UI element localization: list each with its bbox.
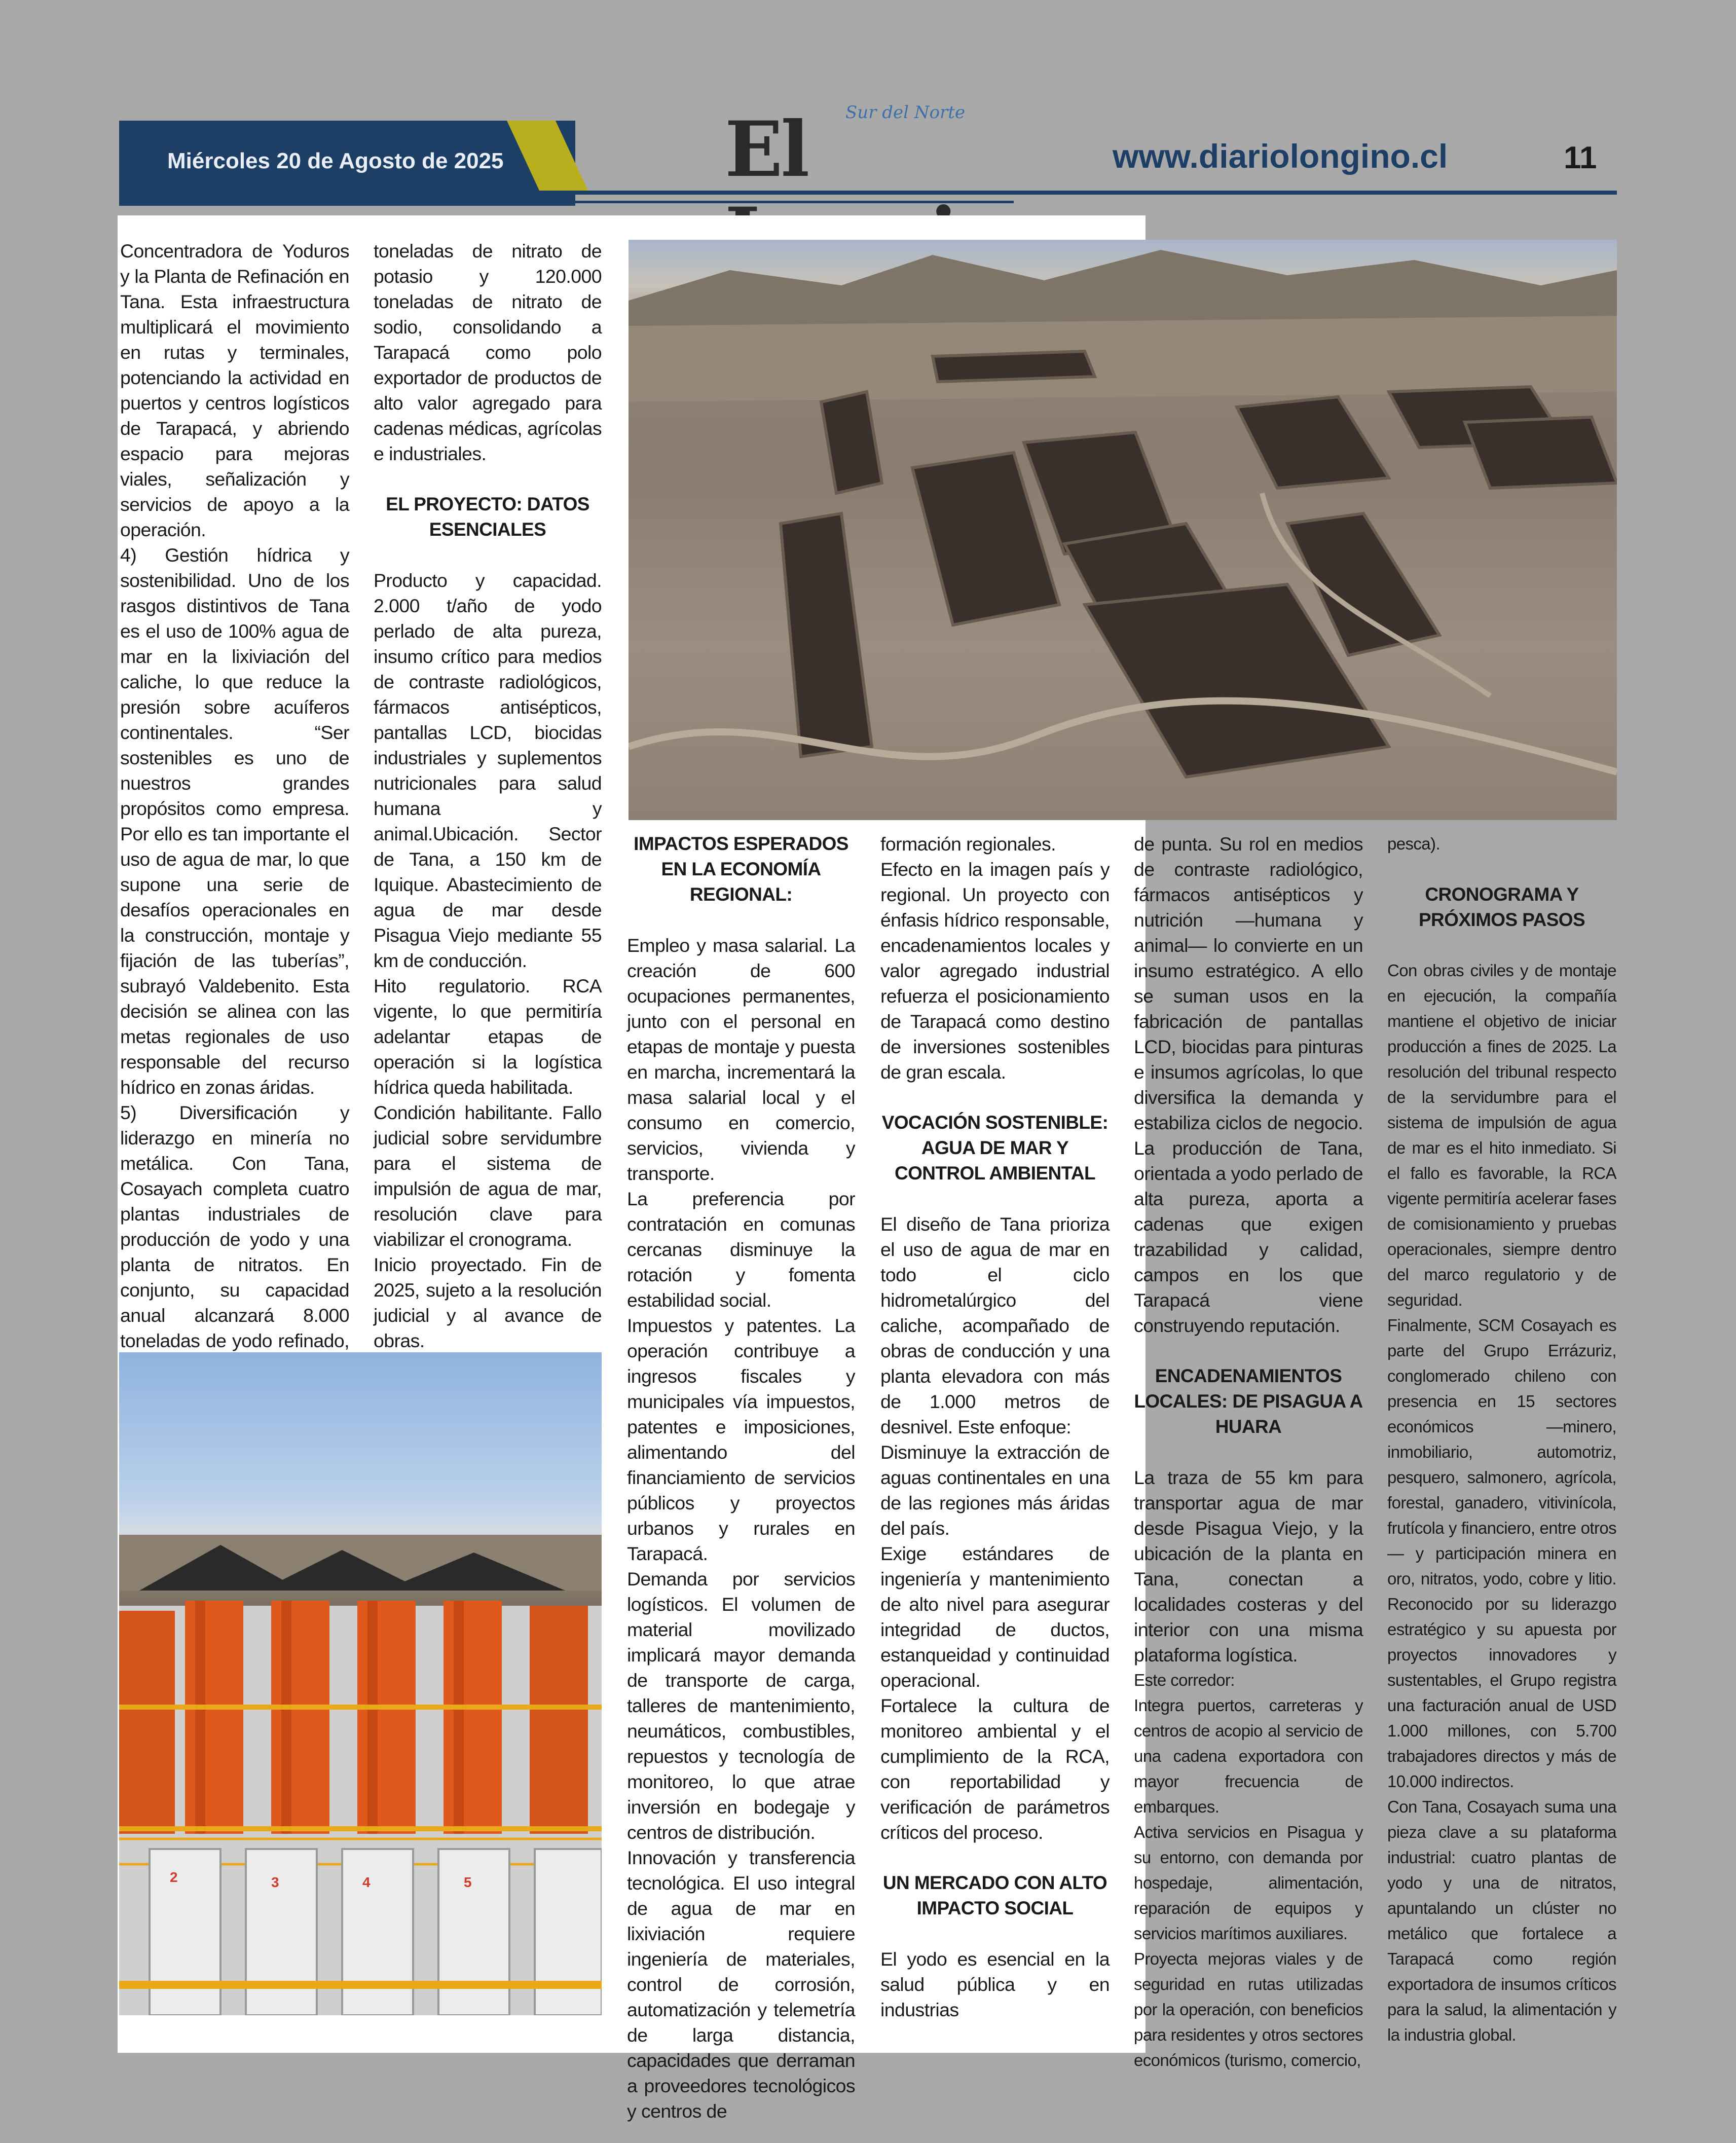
paragraph: Con Tana, Cosayach suma una pieza clave a su plataforma industrial: cuatro plantas de yodo y una de nitratos, apuntalando un clúster no metálico que fortalece a Tarapacá como región exportadora de insumos críticos para la salud, la alimentación y la industria global. xyxy=(1387,1797,1616,2044)
paragraph: Impuestos y patentes. La operación contribuye a ingresos fiscales y municipales vía impuestos, patentes e imposiciones, alimentando del financiamiento de servicios públicos y proyectos urbanos y rurales en Tarapacá. xyxy=(627,1315,855,1564)
logo-tagline: Sur del Norte xyxy=(845,102,966,123)
tank-number: 3 xyxy=(271,1874,279,1890)
tank-number: 2 xyxy=(170,1869,178,1885)
paragraph: El yodo es esencial en la salud pública y en industrias xyxy=(880,1948,1110,2020)
paragraph: Este corredor: xyxy=(1134,1671,1235,1689)
paragraph: Fortalece la cultura de monitoreo ambiental y el cumplimiento de la RCA, con reportabilidad y verificación de parámetros críticos del proceso. xyxy=(880,1695,1110,1843)
paragraph: de punta. Su rol en medios de contraste radiológico, fármacos antisépticos y nutrición —humana y animal— lo convierte en un insumo estratégico. A ello se suman usos en la fabricación de pantallas LCD, biocidas para pinturas e insumos agrícolas, lo que diversifica la demanda y estabiliza ciclos de negocio. La producción de Tana, orientada a yodo perlado de alta pureza, aporta a cadenas que exigen trazabilidad y calidad, campos en los que Tarapacá viene construyendo reputación. xyxy=(1134,833,1363,1336)
paragraph: Demanda por servicios logísticos. El volumen de material movilizado implicará mayor demanda de transporte de carga, talleres de mantenimiento, neumáticos, combustibles, repuestos y tecnología de monitoreo, lo que atrae inversión en bodegaje y centros de distribución. xyxy=(627,1568,855,1843)
paragraph: Concentradora de Yoduros y la Planta de Refinación en Tana. Esta infraestructura multiplicará el movimiento en rutas y terminales, potenciando la actividad en puertos y centros logísticos de Tarapacá, y abriendo espacio para mejoras viales, señalización y servicios de apoyo a la operación. xyxy=(120,240,349,540)
logo-wordmark: El xyxy=(725,105,808,194)
paragraph: 4) Gestión hídrica y sostenibilidad. Uno de los rasgos distintivos de Tana es el uso de 100% agua de mar en la lixiviación del caliche, lo que reduce la presión sobre acuíferos continentales. “Ser sostenibles es uno de nuestros grandes propósitos como empresa. Por ello es tan importante el uso de agua de mar, lo que supone una serie de desafíos operacionales en la construcción, montaje y fijación de las tuberías”, subrayó Valdebenito. Esta decisión se alinea con las metas regionales de uso responsable del recurso hídrico en zonas áridas. xyxy=(120,544,349,1098)
tank-number: 4 xyxy=(362,1874,371,1890)
paragraph: formación regionales. xyxy=(880,833,1056,855)
aerial-photo-leach-pads xyxy=(629,240,1617,820)
paragraph: Proyecta mejoras viales y de seguridad en rutas utilizadas por la operación, con beneficios para residentes y otros sectores económicos (turismo, comercio, xyxy=(1134,1949,1363,2070)
column-5 xyxy=(1134,831,1363,2073)
column-1 xyxy=(120,238,349,1379)
site-url[interactable]: www.diariolongino.cl xyxy=(1113,137,1448,175)
plant-photo-drawing xyxy=(119,1352,602,2015)
paragraph: Hito regulatorio. RCA vigente, lo que permitiría adelantar etapas de operación si la logística hídrica queda habilitada. xyxy=(374,975,602,1098)
paragraph: toneladas de nitrato de potasio y 120.000 toneladas de nitrato de sodio, consolidando a Tarapacá como polo exportador de productos de alto valor agregado para cadenas médicas, agrícolas e industriales. xyxy=(374,240,602,464)
paragraph: Disminuye la extracción de aguas continentales en una de las regiones más áridas del país. xyxy=(880,1442,1110,1539)
column-2 xyxy=(374,238,602,1353)
paragraph: 5) Diversificación y liderazgo en minería no metálica. Con Tana, Cosayach completa cuatro plantas industriales de producción de yodo y una planta de nitratos. En conjunto, su capacidad anual alcanzará 8.000 toneladas de yodo refinado, xyxy=(120,1102,349,1351)
aerial-photo-drawing xyxy=(629,240,1617,820)
paragraph: Finalmente, SCM Cosayach es parte del Grupo Errázuriz, conglomerado chileno con presencia en 15 sectores económicos —minero, inmobiliario, automotriz, pesquero, salmonero, agrícola, forestal, ganadero, vitivinícola, frutícola y financiero, entre otros— y participación minera en oro, nitratos, yodo, cobre y litio. Reconocido por su liderazgo estratégico y su apuesta por proyectos innovadores y sustentables, el Grupo registra una facturación anual de USD 1.000 millones, con 5.700 trabajadores directos y más de 10.000 indirectos. xyxy=(1387,1316,1616,1791)
paragraph: Activa servicios en Pisagua y su entorno, con demanda por hospedaje, alimentación, reparación de equipos y servicios marítimos auxiliares. xyxy=(1134,1823,1363,1943)
column-3 xyxy=(627,831,855,2124)
paragraph: La traza de 55 km para transportar agua de mar desde Pisagua Viejo, y la ubicación de la planta en Tana, conectan a localidades costeras y del interior con una misma plataforma logística. xyxy=(1134,1467,1363,1666)
newspaper-logo xyxy=(725,96,1069,198)
paragraph: La preferencia por contratación en comunas cercanas disminuye la rotación y fomenta estabilidad social. xyxy=(627,1188,855,1311)
section-heading: CRONOGRAMA Y PRÓXIMOS PASOS xyxy=(1418,884,1585,930)
paragraph: Inicio proyectado. Fin de 2025, sujeto a la resolución judicial y al avance de obras. xyxy=(374,1254,602,1351)
section-heading: IMPACTOS ESPERADOS EN LA ECONOMÍA REGIONAL: xyxy=(634,833,848,905)
paragraph: Exige estándares de ingeniería y mantenimiento de alto nivel para asegurar integridad de ductos, estanqueidad y continuidad operacional. xyxy=(880,1543,1110,1691)
paragraph: Efecto en la imagen país y regional. Un proyecto con énfasis hídrico responsable, encadenamientos locales y valor agregado industrial refuerza el posicionamiento de Tarapacá como destino de inversiones sostenibles de gran escala. xyxy=(880,859,1110,1083)
paragraph: Integra puertos, carreteras y centros de acopio al servicio de una cadena exportadora con mayor frecuencia de embarques. xyxy=(1134,1696,1363,1816)
paragraph: El diseño de Tana prioriza el uso de agua de mar en todo el ciclo hidrometalúrgico del caliche, acompañado de obras de conducción y una planta elevadora con más de 1.000 metros de desnivel. Este enfoque: xyxy=(880,1213,1110,1437)
paragraph: Con obras civiles y de montaje en ejecución, la compañía mantiene el objetivo de iniciar producción a fines de 2025. La resolución del tribunal respecto de la servidumbre para el sistema de impulsión de agua de mar es el hito inmediato. Si el fallo es favorable, la RCA vigente permitiría acelerar fases de comisionamiento y pruebas operacionales, siempre dentro del marco regulatorio y de seguridad. xyxy=(1387,961,1616,1309)
section-heading: ENCADENAMIENTOS LOCALES: DE PISAGUA A HUARA xyxy=(1134,1365,1363,1437)
page-number: 11 xyxy=(1564,140,1597,175)
paragraph: Producto y capacidad. 2.000 t/año de yodo perlado de alta pureza, insumo crítico para medios de contraste radiológicos, fármacos antisépticos, pantallas LCD, biocidas industriales y suplementos nutricionales para salud humana y animal.Ubicación. Sector de Tana, a 150 km de Iquique. Abastecimiento de agua de mar desde Pisagua Viejo mediante 55 km de conducción. xyxy=(374,570,602,971)
section-heading: VOCACIÓN SOSTENIBLE: AGUA DE MAR Y CONTROL AMBIENTAL xyxy=(881,1112,1109,1184)
section-heading: EL PROYECTO: DATOS ESENCIALES xyxy=(386,494,589,540)
paragraph: Condición habilitante. Fallo judicial sobre servidumbre para el sistema de impulsión de agua de mar, resolución clave para viabilizar el cronograma. xyxy=(374,1102,602,1250)
tank-number: 5 xyxy=(464,1874,472,1890)
column-4 xyxy=(880,831,1110,2022)
paragraph: Innovación y transferencia tecnológica. El uso integral de agua de mar en lixiviación requiere ingeniería de materiales, control de corrosión, automatización y telemetría de larga distancia, capacidades que derraman a proveedores tecnológicos y centros de xyxy=(627,1847,855,2122)
paragraph: Empleo y masa salarial. La creación de 600 ocupaciones permanentes, junto con el personal en etapas de montaje y puesta en marcha, incrementará la masa salarial local y el consumo en comercio, servicios, vivienda y transporte. xyxy=(627,935,855,1184)
issue-date: Miércoles 20 de Agosto de 2025 xyxy=(167,149,504,173)
paragraph: pesca). xyxy=(1387,834,1440,853)
column-6 xyxy=(1387,831,1616,2048)
industrial-plant-photo xyxy=(119,1352,602,2015)
section-heading: UN MERCADO CON ALTO IMPACTO SOCIAL xyxy=(882,1872,1107,1918)
